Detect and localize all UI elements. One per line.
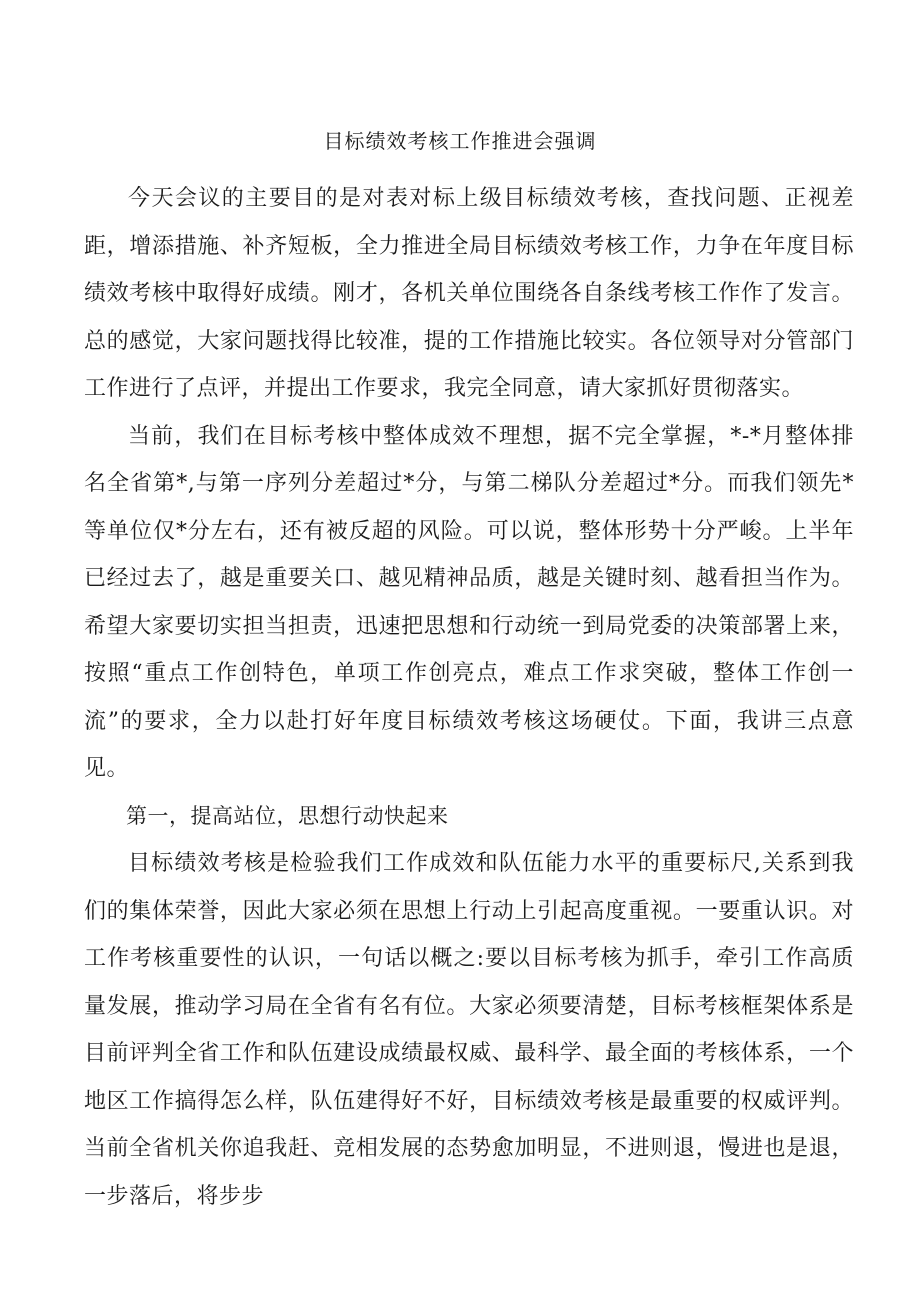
- paragraph-section-first: 目标绩效考核是检验我们工作成效和队伍能力水平的重要标尺,关系到我们的集体荣誉，因此大家必须在思想上行动上引起高度重视。一要重认识。对工作考核重要性的认识，一句话以概之:要以目标考核为抓手，牵引工作高质量发展，推动学习局在全省有名有位。大家必须要清楚，目标考核框架体系是目前评判全省工作和队伍建设成绩最权威、最科学、最全面的考核体系，一个地区工作搞得怎么样，队伍建得好不好，目标绩效考核是最重要的权威评判。当前全省机关你追我赶、竞相发展的态势愈加明显，不进则退，慢进也是退，一步落后，将步步: [84, 851, 854, 1209]
- paragraph-meeting-purpose: 今天会议的主要目的是对表对标上级目标绩效考核，查找问题、正视差距，增添措施、补齐短板，全力推进全局目标绩效考核工作，力争在年度目标绩效考核中取得好成绩。刚才，各机关单位围绕各自条线考核工作作了发言。总的感觉，大家问题找得比较准，提的工作措施比较实。各位领导对分管部门工作进行了点评，并提出工作要求，我完全同意，请大家抓好贯彻落实。: [84, 186, 854, 401]
- document-body: [84, 175, 854, 1220]
- paragraph-current-situation: 当前，我们在目标考核中整体成效不理想，据不完全掌握，*-*月整体排名全省第*,与第一序列分差超过*分，与第二梯队分差超过*分。而我们领先*等单位仅*分左右，还有被反超的风险。可以说，整体形势十分严峻。上半年已经过去了，越是重要关口、越见精神品质，越是关键时刻、越看担当作为。希望大家要切实担当担责，迅速把思想和行动统一到局党委的决策部署上来，按照“重点工作创特色，单项工作创亮点，难点工作求突破，整体工作创一流”的要求，全力以赴打好年度目标绩效考核这场硬仗。下面，我讲三点意见。: [84, 423, 854, 781]
- section-heading-first: 第一，提高站位，思想行动快起来: [126, 803, 449, 828]
- document-title: 目标绩效考核工作推进会强调: [323, 129, 597, 153]
